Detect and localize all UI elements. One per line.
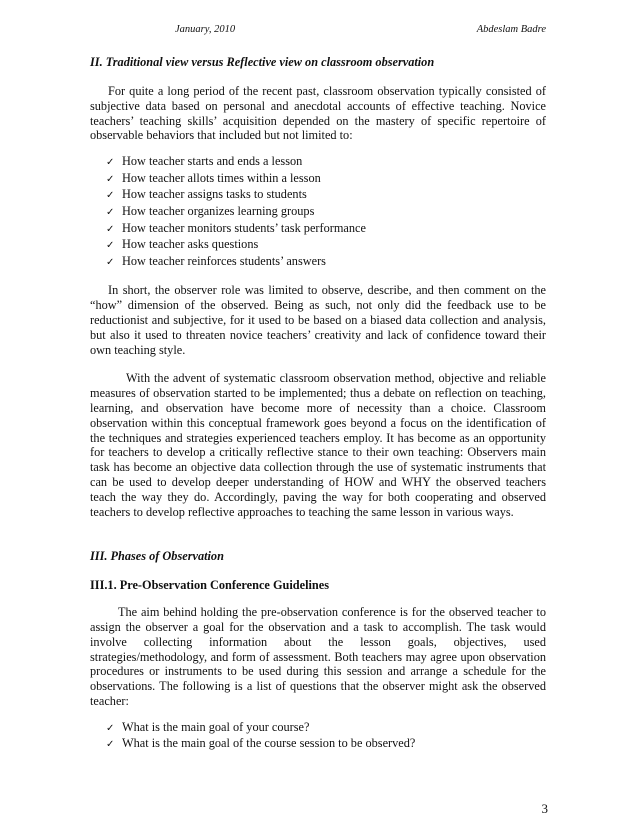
- check-icon: ✓: [106, 190, 115, 202]
- header-date: January, 2010: [175, 24, 236, 35]
- check-icon: ✓: [106, 223, 115, 235]
- check-icon: ✓: [106, 173, 115, 185]
- subsection-heading-pre-observation: III.1. Pre-Observation Conference Guidelines: [90, 578, 329, 593]
- list-item: ✓ How teacher starts and ends a lesson: [106, 154, 546, 171]
- list-item: ✓ What is the main goal of the course session to be observed?: [106, 736, 546, 753]
- paragraph-pre-observation: The aim behind holding the pre-observation conference is for the observed teacher to assign the observer a goal for the observation and a task to accomplish. The task would involve collecting information about the lesson goals, objectives, used strategies/methodology, and form of assessment. Both teachers may agree upon observation procedures or instruments to be used during this session and arrange a schedule for the observations. The following is a list of questions that the observer might ask the observed teacher:: [90, 605, 546, 709]
- check-icon: ✓: [106, 240, 115, 252]
- section-heading-phases: III. Phases of Observation: [90, 549, 224, 564]
- header-author: Abdeslam Badre: [476, 24, 546, 35]
- check-icon: ✓: [106, 256, 115, 268]
- check-icon: ✓: [106, 722, 115, 734]
- list-item: ✓ How teacher allots times within a lesson: [106, 171, 546, 188]
- list-item: ✓ How teacher reinforces students’ answers: [106, 254, 546, 271]
- observable-behaviors-list: [90, 154, 546, 270]
- list-item: ✓ How teacher assigns tasks to students: [106, 187, 546, 204]
- page-number: 3: [541, 801, 548, 816]
- check-icon: ✓: [106, 157, 115, 169]
- list-item: ✓ How teacher organizes learning groups: [106, 204, 546, 221]
- list-item: ✓ How teacher asks questions: [106, 237, 546, 254]
- paragraph-observer-role: In short, the observer role was limited to observe, describe, and then comment on the “how” dimension of the observed. Being as such, not only did the feedback use to be reductionist and subjective, for it used to be based on a biased data collection and analysis, but also it used to threaten novice teachers’ creativity and lack of confidence toward their own teaching style.: [90, 283, 546, 357]
- check-icon: ✓: [106, 739, 115, 751]
- paragraph-systematic-observation: With the advent of systematic classroom observation method, objective and reliable measures of observation started to be implemented; thus a debate on reflection on teaching, learning, and observation have become more of necessity than a choice. Classroom observation within this conceptual framework goes beyond a focus on the identification of the techniques and strategies experienced teachers employ. It has become as an opportunity for teachers to develop a critically reflective stance to their own teaching: Observers main task has become an objective data collection through the use of systematic instruments that can be used to develop deeper understanding of HOW and WHY the observed teachers teach the way they do. Accordingly, paving the way for both cooperating and observed teachers to develop reflective approaches to teaching the same lesson in various ways.: [90, 371, 546, 519]
- check-icon: ✓: [106, 206, 115, 218]
- list-item: ✓ What is the main goal of your course?: [106, 720, 546, 737]
- paragraph-traditional-view: For quite a long period of the recent past, classroom observation typically consisted of subjective data based on personal and anecdotal accounts of effective teaching. Novice teachers’ teaching skills’ acquisition depended on the mastery of specific repertoire of observable behaviors that included but not limited to:: [90, 84, 546, 143]
- observer-questions-list: [90, 720, 546, 753]
- section-heading-traditional-vs-reflective: II. Traditional view versus Reflective view on classroom observation: [90, 55, 435, 69]
- list-item: ✓ How teacher monitors students’ task performance: [106, 221, 546, 238]
- page-content: [90, 55, 546, 766]
